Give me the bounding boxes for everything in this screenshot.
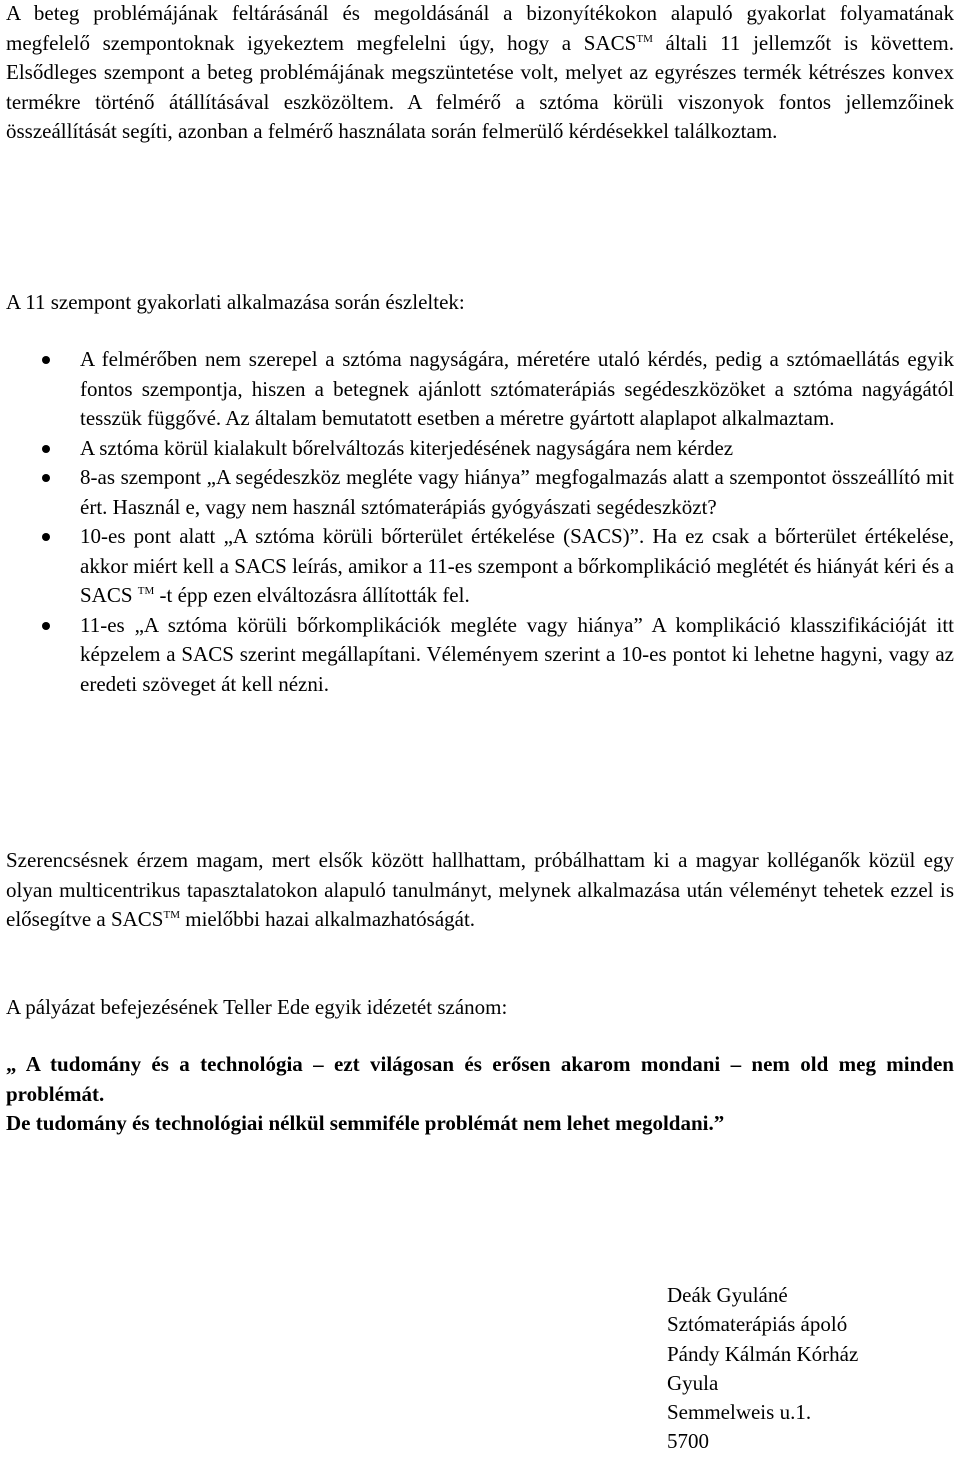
bullet-icon xyxy=(42,474,50,482)
signature-name: Deák Gyuláné xyxy=(667,1283,788,1307)
teller-quote xyxy=(6,1050,954,1139)
list-item-text: A sztóma körül kialakult bőrelváltozás kiterjedésének nagyságára nem kérdez xyxy=(80,435,734,460)
intro-paragraph xyxy=(6,0,954,147)
signature-street: Semmelweis u.1. xyxy=(667,1400,812,1425)
signature-institution: Pándy Kálmán Kórház xyxy=(667,1341,859,1366)
list-item xyxy=(6,611,954,700)
list-item-text-part1: 10-es pont alatt „A sztóma körüli bőrterület értékelése (SACS)”. Ha ez csak a bőrterület értékelése, akkor miért kell a SACS leírás, amikor a 11-es szempont a bőrkomplikáció meglétét és hiányát kéri és a SACS xyxy=(80,524,954,607)
bullet-icon xyxy=(42,533,50,541)
signature-city: Gyula xyxy=(667,1370,719,1395)
list-item xyxy=(6,434,954,464)
bullet-icon xyxy=(42,622,50,630)
observations-list xyxy=(6,345,954,699)
list-item xyxy=(6,522,954,611)
list-item xyxy=(6,345,954,434)
intro-text-part1: A beteg problémájának feltárásánál és megoldásánál a bizonyítékokon alapuló gyakorlat folyamatának megfelelő szempontoknak igyekeztem megfelelni úgy, hogy a SACS xyxy=(6,1,954,55)
trademark-mark: TM xyxy=(636,32,653,45)
trademark-mark: TM xyxy=(163,909,180,921)
list-item xyxy=(6,463,954,522)
list-item-text: 11-es „A sztóma körüli bőrkomplikációk megléte vagy hiánya” A komplikáció klasszifikációját itt képzelem a SACS szerint megállapítani. Véleményem szerint a 10-es pontot ki lehetne hagyni, vagy az eredeti szöveget át kell nézni. xyxy=(80,612,954,696)
trademark-mark: TM xyxy=(137,585,155,597)
quote-line-2: De tudomány és technológiai nélkül semmiféle problémát nem lehet megoldani.” xyxy=(6,1111,725,1135)
quote-line-1: „ A tudomány és a technológia – ezt világosan és erősen akarom mondani – nem old meg minden problémát. xyxy=(6,1052,954,1106)
observations-heading: A 11 szempont gyakorlati alkalmazása során észleltek: xyxy=(6,290,465,314)
fortunate-text-part1: Szerencsésnek érzem magam, mert elsők között hallhattam, próbálhattam ki a magyar kolléganők közül egy olyan multicentrikus tapasztalatokon alapuló tanulmányt, melynek alkalmazása után véleményt tehetek ezzel is elősegítve a SACS xyxy=(6,848,954,931)
fortunate-text-part2: mielőbbi hazai alkalmazhatóságát. xyxy=(180,907,476,931)
fortunate-paragraph xyxy=(6,846,954,935)
list-item-text: 8-as szempont „A segédeszköz megléte vagy hiánya” megfogalmazás alatt a szempontot összeállító mit ért. Használ e, vagy nem használ sztómaterápiás gyógyászati segédeszközt? xyxy=(80,465,954,519)
signature-block xyxy=(667,1281,947,1457)
intro-text-part2: általi 11 jellemzőt is követtem. Elsődleges szempont a beteg problémájának megszüntetése volt, melyet az egyrészes termék kétrészes konvex termékre történő átállításával eszközöltem. A felmérő a sztóma körüli viszonyok fontos jellemzőinek összeállítását segíti, azonban a felmérő használata során felmerülő kérdésekkel találkoztam. xyxy=(6,30,954,143)
bullet-icon xyxy=(42,445,50,453)
closing-intro: A pályázat befejezésének Teller Ede egyik idézetét szánom: xyxy=(6,995,508,1019)
signature-title: Sztómaterápiás ápoló xyxy=(667,1312,848,1337)
signature-zip: 5700 xyxy=(667,1429,709,1454)
bullet-icon xyxy=(42,356,50,364)
list-item-text-part2: -t épp ezen elváltozásra állították fel. xyxy=(154,583,470,607)
list-item-text: A felmérőben nem szerepel a sztóma nagyságára, méretére utaló kérdés, pedig a sztómaellátás egyik fontos szempontja, hiszen a betegnek ajánlott sztómaterápiás segédeszközöket a sztóma nagyágától tesszük függővé. Az általam bemutatott esetben a méretre gyártott alaplapot alkalmaztam. xyxy=(80,347,954,430)
